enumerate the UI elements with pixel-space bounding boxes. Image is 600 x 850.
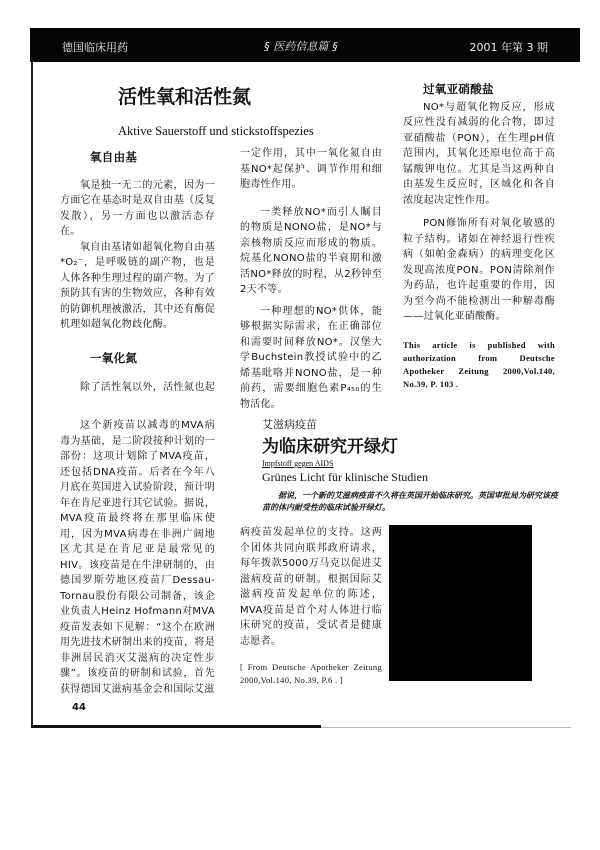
ornament: §: [264, 40, 270, 53]
page-number: 44: [72, 702, 86, 713]
article-photo: [389, 525, 532, 681]
ornament: §: [332, 40, 338, 53]
section-name: 医药信息篇: [273, 40, 329, 53]
paragraph: 氧是独一无二的元素，因为一方面它在基态时是双自由基（反复发散），另一方面也以激活态存在。: [60, 179, 215, 237]
heading-no: 一氧化氮: [90, 350, 138, 365]
journal-name: 德国临床用药: [62, 41, 128, 54]
paragraph: 这个新疫苗以减毒的MVA病毒为基础，是二阶段接种计划的一部份：这项计划除了MVA疫苗，还包括DNA疫苗。后者在今年八月底在英国进入试验阶段，预计明年在肯尼亚进行其它试验。据说，MVA疫苗最终将在那里临床使用，因为MVA病毒在非洲广阔地区尤其是在肯尼亚是最常见的HIV。该疫苗是在牛津研制的，由德国罗斯劳地区疫苗厂Dessau-Tornau股份有限公司制备，该企业负责人Heinz Hofmann对MVA疫苗发表如下见解：“这个在欧洲用先进技术研制出来的疫苗，将是非洲居民消灭艾滋病的决定性步骤”。该疫苗的研制和试验，首先获得德国艾滋病基金会和国际艾滋: [60, 420, 215, 695]
bottom-rule: [31, 725, 321, 728]
paragraph: 一定作用，其中一氧化氮自由基NO*起保护、调节作用和细胞毒性作用。: [240, 148, 382, 190]
article2-de-kicker: Impfstoff gegen AIDS: [262, 459, 334, 468]
bottom-rule-thin: [321, 727, 571, 728]
running-header: [30, 28, 580, 62]
paragraph: 病疫苗发起单位的支持。这两个团体共同向联邦政府请求，每年拨款5000万马克以促进艾滋病疫苗的研制。根据国际艾滋病疫苗发起单位的陈述，MVA疫苗是首个对人体进行临床研究的疫苗，受试者是健康志愿者。: [240, 527, 382, 647]
paragraph: 除了活性氧以外，活性氮也起: [80, 382, 215, 393]
paragraph: 一类释放NO*而引人瞩目的物质是NONO盐，是NO*与亲核物质反应而形成的物质。烷基化NONO盐的半衰期和激活NO*释放的时程，从2秒钟至2天不等。: [240, 206, 382, 295]
article2-title: 为临床研究开绿灯: [262, 437, 398, 457]
paragraph: 氧自由基诸如超氧化物自由基*O₂⁻，是呼吸链的副产物，也是人体各种生理过程的副产物。为了预防其有害的生物效应，各种有效的防御机理被激活，其中还有酶促机理如超氧化物歧化酶。: [60, 241, 215, 330]
paragraph: NO*与超氧化物反应，形成反应性没有减弱的化合物，即过亚硝酸盐（PON），在生理pH值范围内，其氧化还原电位高于高锰酸钾电位。尤其是当这两种自由基发生反应时，区域化和各自浓度起决定性作用。: [403, 101, 555, 206]
column-left: [60, 150, 215, 396]
paragraph: PON修饰所有对氧化敏感的粒子结构。诸如在神经退行性疾病（如帕金森病）的病理变化区发现高浓度PON。PON清除剂作为药品，也许起重要的作用，因为至今尚不能检测出一种解毒酶——过氧化亚硝酸酶。: [403, 218, 555, 322]
issue-label: 2001 年第 3 期: [469, 41, 548, 54]
heading-peroxynitrite: 过氧亚硝酸盐: [423, 82, 494, 96]
column-right: [403, 82, 555, 391]
section-title: [264, 38, 338, 54]
column-bottom-left: [60, 418, 215, 697]
article-title: 活性氧和活性氮: [118, 86, 252, 108]
article2-de-title: Grünes Licht für klinische Studien: [262, 470, 428, 484]
column-bottom-middle: [240, 525, 382, 687]
article2-lead: 据说，一个新的艾滋病疫苗不久将在英国开始临床研究。英国审批局为研究该疫苗的体内耐受性的临床试验开绿灯。: [262, 491, 558, 512]
heading-oxygen: 氧自由基: [90, 150, 138, 164]
source-note: [ From Deutsche Apotheker Zeitung 2000,Vol.140, No.39, P.6 . ]: [240, 662, 382, 685]
page-border: [31, 62, 33, 727]
paragraph: 一种理想的NO*供体，能够根据实际需求，在正确部位和需要时间释放NO*。汉堡大学Buchstein教授试验中的乙烯基吡咯并NONO盐，是一种前药，需要细胞色素P₄₅₀的生物活化。: [240, 305, 382, 410]
source-note: This article is published with authorization from Deutsche Apotheker Zeitung 2000,Vol.140, No.39, P. 103 .: [403, 339, 555, 389]
article2-kicker: 艾滋病疫苗: [262, 418, 317, 431]
article-subtitle: Aktive Sauerstoff und stickstoffspezies: [118, 124, 314, 138]
column-middle: [240, 146, 382, 412]
